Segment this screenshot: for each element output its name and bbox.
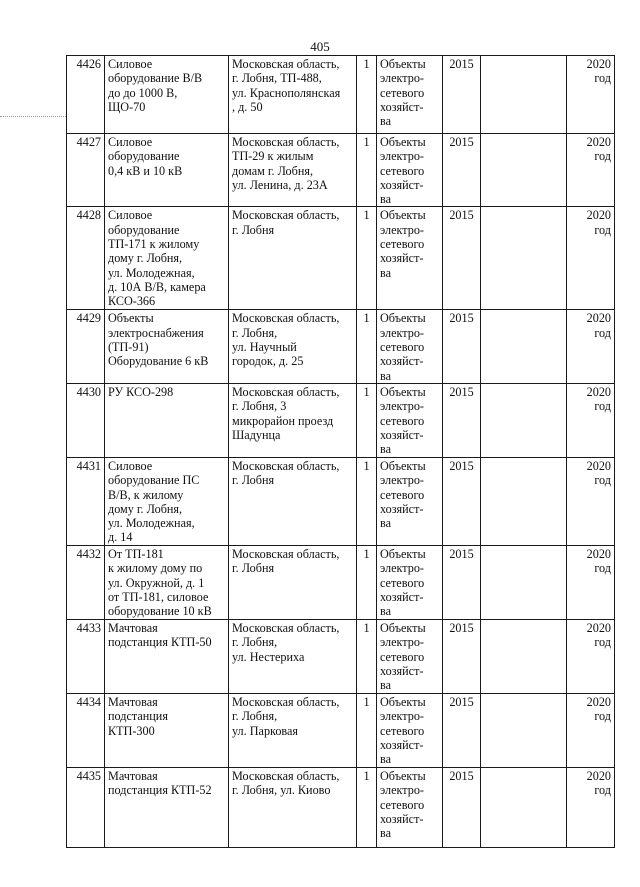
object-note [481, 545, 567, 619]
object-name: Силовое оборудование ПС В/В, к жилому дому г. Лобня, ул. Молодежная, д. 14 [105, 457, 229, 545]
object-category: Объекты электро- сетевого хозяйст- ва [377, 457, 443, 545]
object-address: Московская область, г. Лобня, ТП-488, ул. Краснополянская , д. 50 [229, 56, 357, 134]
object-term: 2020 год [567, 457, 615, 545]
object-term: 2020 год [567, 545, 615, 619]
object-name: Силовое оборудование В/В до до 1000 В, ЩО-70 [105, 56, 229, 134]
object-quantity: 1 [357, 767, 377, 847]
object-term: 2020 год [567, 134, 615, 207]
object-year: 2015 [443, 310, 481, 383]
object-address: Московская область, г. Лобня, ул. Парковая [229, 693, 357, 767]
object-name: От ТП-181 к жилому дому по ул. Окружной, д. 1 от ТП-181, силовое оборудование 10 кВ [105, 545, 229, 619]
table-row [67, 619, 615, 693]
object-term: 2020 год [567, 619, 615, 693]
object-category: Объекты электро- сетевого хозяйст- ва [377, 134, 443, 207]
object-address: Московская область, г. Лобня [229, 207, 357, 310]
object-note [481, 310, 567, 383]
table-row [67, 134, 615, 207]
object-quantity: 1 [357, 545, 377, 619]
object-name: РУ КСО-298 [105, 383, 229, 457]
object-name: Мачтовая подстанция КТП-50 [105, 619, 229, 693]
table-row [67, 56, 615, 134]
object-quantity: 1 [357, 310, 377, 383]
object-address: Московская область, ТП-29 к жилым домам г. Лобня, ул. Ленина, д. 23А [229, 134, 357, 207]
object-year: 2015 [443, 693, 481, 767]
object-category: Объекты электро- сетевого хозяйст- ва [377, 545, 443, 619]
object-term: 2020 год [567, 767, 615, 847]
object-note [481, 134, 567, 207]
row-number: 4429 [67, 310, 105, 383]
object-category: Объекты электро- сетевого хозяйст- ва [377, 310, 443, 383]
row-number: 4427 [67, 134, 105, 207]
object-year: 2015 [443, 457, 481, 545]
table-row [67, 545, 615, 619]
row-number: 4430 [67, 383, 105, 457]
row-number: 4432 [67, 545, 105, 619]
property-register-table [66, 55, 615, 848]
object-year: 2015 [443, 56, 481, 134]
object-term: 2020 год [567, 310, 615, 383]
page-number: 405 [310, 39, 330, 54]
table-row [67, 457, 615, 545]
object-name: Мачтовая подстанция КТП-300 [105, 693, 229, 767]
object-category: Объекты электро- сетевого хозяйст- ва [377, 383, 443, 457]
row-number: 4434 [67, 693, 105, 767]
object-year: 2015 [443, 134, 481, 207]
object-name: Силовое оборудование ТП-171 к жилому дому г. Лобня, ул. Молодежная, д. 10А В/В, камера КСО-366 [105, 207, 229, 310]
row-number: 4433 [67, 619, 105, 693]
row-number: 4428 [67, 207, 105, 310]
object-address: Московская область, г. Лобня [229, 545, 357, 619]
object-category: Объекты электро- сетевого хозяйст- ва [377, 619, 443, 693]
object-quantity: 1 [357, 383, 377, 457]
object-note [481, 383, 567, 457]
object-year: 2015 [443, 383, 481, 457]
object-name: Объекты электроснабжения (ТП-91) Оборудование 6 кВ [105, 310, 229, 383]
scan-artifact-marks [0, 116, 66, 117]
object-year: 2015 [443, 545, 481, 619]
object-address: Московская область, г. Лобня [229, 457, 357, 545]
object-quantity: 1 [357, 693, 377, 767]
object-name: Мачтовая подстанция КТП-52 [105, 767, 229, 847]
row-number: 4426 [67, 56, 105, 134]
object-category: Объекты электро- сетевого хозяйст- ва [377, 207, 443, 310]
object-category: Объекты электро- сетевого хозяйст- ва [377, 767, 443, 847]
table-row [67, 207, 615, 310]
table-row [67, 310, 615, 383]
object-name: Силовое оборудование 0,4 кВ и 10 кВ [105, 134, 229, 207]
object-quantity: 1 [357, 619, 377, 693]
row-number: 4431 [67, 457, 105, 545]
table-row [67, 767, 615, 847]
object-term: 2020 год [567, 207, 615, 310]
object-note [481, 56, 567, 134]
table-row [67, 693, 615, 767]
object-year: 2015 [443, 619, 481, 693]
object-category: Объекты электро- сетевого хозяйст- ва [377, 693, 443, 767]
object-term: 2020 год [567, 383, 615, 457]
object-quantity: 1 [357, 56, 377, 134]
object-quantity: 1 [357, 207, 377, 310]
object-note [481, 207, 567, 310]
object-address: Московская область, г. Лобня, ул. Научный городок, д. 25 [229, 310, 357, 383]
object-note [481, 457, 567, 545]
table-row [67, 383, 615, 457]
object-quantity: 1 [357, 134, 377, 207]
object-address: Московская область, г. Лобня, 3 микрорайон проезд Шадунца [229, 383, 357, 457]
object-address: Московская область, г. Лобня, ул. Киово [229, 767, 357, 847]
object-address: Московская область, г. Лобня, ул. Нестериха [229, 619, 357, 693]
object-note [481, 619, 567, 693]
object-term: 2020 год [567, 56, 615, 134]
object-year: 2015 [443, 767, 481, 847]
object-category: Объекты электро- сетевого хозяйст- ва [377, 56, 443, 134]
table-body [67, 56, 615, 848]
object-term: 2020 год [567, 693, 615, 767]
object-quantity: 1 [357, 457, 377, 545]
row-number: 4435 [67, 767, 105, 847]
object-note [481, 767, 567, 847]
object-year: 2015 [443, 207, 481, 310]
object-note [481, 693, 567, 767]
